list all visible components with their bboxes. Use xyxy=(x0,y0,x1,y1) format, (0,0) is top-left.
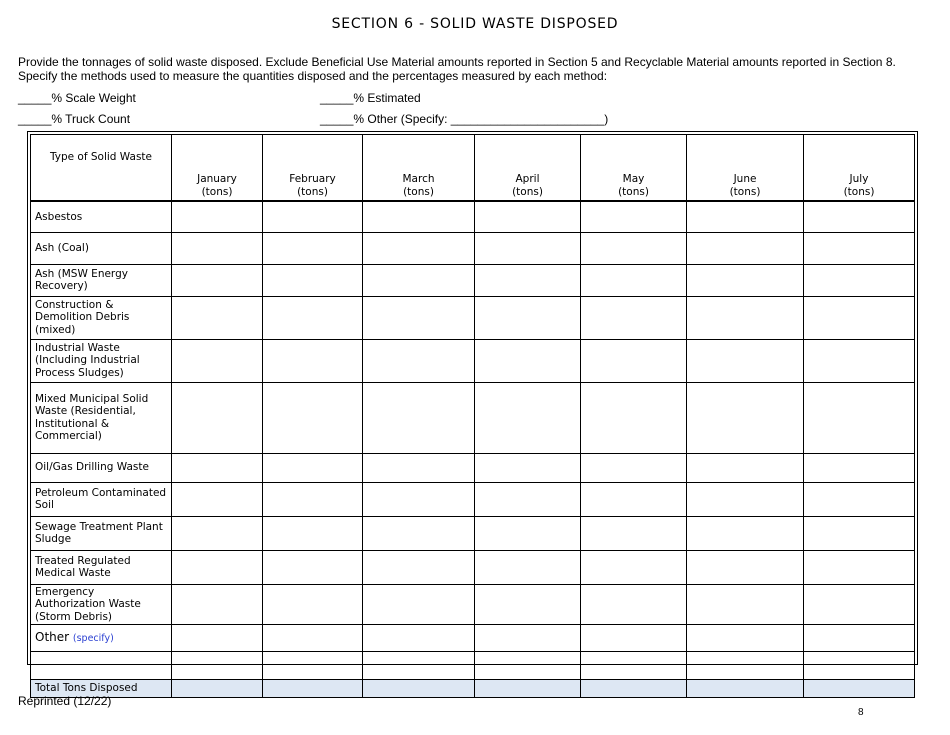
month-name: June xyxy=(733,173,757,185)
waste-type-label: Petroleum Contaminated Soil xyxy=(31,482,172,516)
tonnage-june-cell[interactable] xyxy=(687,550,804,584)
tonnage-april-cell[interactable] xyxy=(475,453,581,482)
tonnage-july-cell[interactable] xyxy=(804,453,915,482)
total-january-cell[interactable] xyxy=(172,680,263,698)
tonnage-july-cell[interactable] xyxy=(804,584,915,625)
month-name: January xyxy=(197,173,237,185)
tonnage-january-cell[interactable] xyxy=(172,453,263,482)
page-number: 8 xyxy=(858,707,864,718)
tonnage-may-cell[interactable] xyxy=(581,232,687,264)
tonnage-march-cell[interactable] xyxy=(363,516,475,550)
tonnage-july-cell[interactable] xyxy=(804,382,915,453)
tonnage-january-cell[interactable] xyxy=(172,339,263,382)
instructions-line-1: Provide the tonnages of solid waste disposed. Exclude Beneficial Use Material amounts reported in Section 5 and Recyclable Material amounts reported in Section 8. xyxy=(18,55,896,69)
blank-july-cell[interactable] xyxy=(804,652,915,680)
tonnage-may-cell[interactable] xyxy=(581,584,687,625)
tonnage-january-cell[interactable] xyxy=(172,382,263,453)
tonnage-july-cell[interactable] xyxy=(804,264,915,296)
tonnage-may-cell[interactable] xyxy=(581,201,687,232)
tonnage-may-cell[interactable] xyxy=(581,264,687,296)
other-june-cell[interactable] xyxy=(687,625,804,652)
tonnage-july-cell[interactable] xyxy=(804,201,915,232)
unit-label: (tons) xyxy=(512,186,543,198)
tonnage-february-cell[interactable] xyxy=(263,264,363,296)
waste-type-label: Construction & Demolition Debris (mixed) xyxy=(31,296,172,339)
instructions-line-2: Specify the methods used to measure the quantities disposed and the percentages measured by each method: xyxy=(18,69,608,83)
waste-type-label: Sewage Treatment Plant Sludge xyxy=(31,516,172,550)
waste-type-label: Ash (MSW Energy Recovery) xyxy=(31,264,172,296)
tonnage-april-cell[interactable] xyxy=(475,482,581,516)
other-january-cell[interactable] xyxy=(172,625,263,652)
total-row xyxy=(31,680,915,698)
tonnage-may-cell[interactable] xyxy=(581,296,687,339)
waste-row xyxy=(31,382,915,453)
tonnage-july-cell[interactable] xyxy=(804,232,915,264)
total-april-cell[interactable] xyxy=(475,680,581,698)
total-february-cell[interactable] xyxy=(263,680,363,698)
waste-row xyxy=(31,264,915,296)
tonnage-march-cell[interactable] xyxy=(363,264,475,296)
tonnage-february-cell[interactable] xyxy=(263,550,363,584)
month-name: March xyxy=(402,173,435,185)
blank-row xyxy=(31,652,915,680)
tonnage-june-cell[interactable] xyxy=(687,339,804,382)
tonnage-april-cell[interactable] xyxy=(475,201,581,232)
tonnage-june-cell[interactable] xyxy=(687,453,804,482)
tonnage-march-cell[interactable] xyxy=(363,550,475,584)
other-april-cell[interactable] xyxy=(475,625,581,652)
waste-row xyxy=(31,453,915,482)
tonnage-march-cell[interactable] xyxy=(363,584,475,625)
tonnage-june-cell[interactable] xyxy=(687,584,804,625)
month-header-january xyxy=(172,135,263,202)
blank-june-cell[interactable] xyxy=(687,652,804,680)
tonnage-may-cell[interactable] xyxy=(581,516,687,550)
tonnage-february-cell[interactable] xyxy=(263,296,363,339)
waste-row xyxy=(31,550,915,584)
unit-label: (tons) xyxy=(201,186,233,198)
tonnage-may-cell[interactable] xyxy=(581,382,687,453)
tonnage-june-cell[interactable] xyxy=(687,382,804,453)
month-header-july xyxy=(804,135,915,202)
unit-label: (tons) xyxy=(618,186,649,198)
blank-february-cell[interactable] xyxy=(263,652,363,680)
method-truck-count[interactable]: _____% Truck Count xyxy=(18,112,131,126)
tonnage-january-cell[interactable] xyxy=(172,232,263,264)
tonnage-march-cell[interactable] xyxy=(363,339,475,382)
tonnage-june-cell[interactable] xyxy=(687,232,804,264)
tonnage-march-cell[interactable] xyxy=(363,453,475,482)
tonnage-may-cell[interactable] xyxy=(581,550,687,584)
instructions xyxy=(18,55,928,83)
tonnage-february-cell[interactable] xyxy=(263,201,363,232)
tonnage-march-cell[interactable] xyxy=(363,382,475,453)
tonnage-january-cell[interactable] xyxy=(172,201,263,232)
tonnage-april-cell[interactable] xyxy=(475,584,581,625)
tonnage-april-cell[interactable] xyxy=(475,232,581,264)
tonnage-february-cell[interactable] xyxy=(263,382,363,453)
tonnage-january-cell[interactable] xyxy=(172,584,263,625)
tonnage-may-cell[interactable] xyxy=(581,339,687,382)
tonnage-may-cell[interactable] xyxy=(581,453,687,482)
total-label: Total Tons Disposed xyxy=(31,680,172,698)
section-title: SECTION 6 - SOLID WASTE DISPOSED xyxy=(331,16,619,32)
waste-type-label: Treated Regulated Medical Waste xyxy=(31,550,172,584)
solid-waste-table xyxy=(30,134,915,698)
tonnage-july-cell[interactable] xyxy=(804,339,915,382)
tonnage-june-cell[interactable] xyxy=(687,296,804,339)
tonnage-february-cell[interactable] xyxy=(263,584,363,625)
tonnage-february-cell[interactable] xyxy=(263,453,363,482)
tonnage-january-cell[interactable] xyxy=(172,516,263,550)
other-february-cell[interactable] xyxy=(263,625,363,652)
unit-label: (tons) xyxy=(843,186,875,198)
tonnage-february-cell[interactable] xyxy=(263,516,363,550)
waste-row xyxy=(31,296,915,339)
waste-row xyxy=(31,584,915,625)
tonnage-january-cell[interactable] xyxy=(172,264,263,296)
waste-type-label: Oil/Gas Drilling Waste xyxy=(31,453,172,482)
month-name: July xyxy=(849,173,869,185)
total-june-cell[interactable] xyxy=(687,680,804,698)
tonnage-march-cell[interactable] xyxy=(363,232,475,264)
waste-type-label: Ash (Coal) xyxy=(31,232,172,264)
specify-hint: (specify) xyxy=(72,632,114,644)
tonnage-april-cell[interactable] xyxy=(475,516,581,550)
waste-row xyxy=(31,232,915,264)
waste-type-label: Industrial Waste (Including Industrial Process Sludges) xyxy=(31,339,172,382)
blank-april-cell[interactable] xyxy=(475,652,581,680)
month-name: February xyxy=(289,173,336,185)
other-july-cell[interactable] xyxy=(804,625,915,652)
tonnage-july-cell[interactable] xyxy=(804,550,915,584)
method-scale-weight[interactable]: _____% Scale Weight xyxy=(18,91,136,105)
total-may-cell[interactable] xyxy=(581,680,687,698)
blank-march-cell[interactable] xyxy=(363,652,475,680)
waste-type-label: Asbestos xyxy=(31,201,172,232)
waste-row xyxy=(31,516,915,550)
method-estimated[interactable]: _____% Estimated xyxy=(320,91,421,105)
blank-type-input[interactable] xyxy=(31,652,172,680)
tonnage-april-cell[interactable] xyxy=(475,339,581,382)
blank-january-cell[interactable] xyxy=(172,652,263,680)
total-july-cell[interactable] xyxy=(804,680,915,698)
tonnage-march-cell[interactable] xyxy=(363,482,475,516)
tonnage-june-cell[interactable] xyxy=(687,201,804,232)
waste-type-label: Mixed Municipal Solid Waste (Residential, Institutional & Commercial) xyxy=(31,382,172,453)
total-march-cell[interactable] xyxy=(363,680,475,698)
month-header-april xyxy=(475,135,581,202)
other-row xyxy=(31,625,915,652)
blank-may-cell[interactable] xyxy=(581,652,687,680)
month-name: May xyxy=(622,173,645,185)
tonnage-february-cell[interactable] xyxy=(263,482,363,516)
tonnage-march-cell[interactable] xyxy=(363,201,475,232)
waste-row xyxy=(31,339,915,382)
waste-type-label: Emergency Authorization Waste (Storm Debris) xyxy=(31,584,172,625)
other-label-cell xyxy=(31,625,172,652)
tonnage-april-cell[interactable] xyxy=(475,550,581,584)
other-may-cell[interactable] xyxy=(581,625,687,652)
tonnage-february-cell[interactable] xyxy=(263,339,363,382)
month-header-may xyxy=(581,135,687,202)
tonnage-may-cell[interactable] xyxy=(581,482,687,516)
month-name: April xyxy=(515,173,540,185)
solid-waste-table-frame xyxy=(27,131,918,695)
unit-label: (tons) xyxy=(297,186,328,198)
month-header-march xyxy=(363,135,475,202)
tonnage-july-cell[interactable] xyxy=(804,516,915,550)
other-label: Other xyxy=(35,629,70,644)
waste-row xyxy=(31,482,915,516)
waste-row xyxy=(31,201,915,232)
unit-label: (tons) xyxy=(403,186,434,198)
tonnage-june-cell[interactable] xyxy=(687,482,804,516)
tonnage-june-cell[interactable] xyxy=(687,516,804,550)
tonnage-january-cell[interactable] xyxy=(172,550,263,584)
tonnage-april-cell[interactable] xyxy=(475,264,581,296)
month-header-february xyxy=(263,135,363,202)
reprinted-date: Reprinted (12/22) xyxy=(18,694,112,708)
method-other[interactable]: _____% Other (Specify: _______________________) xyxy=(320,112,609,126)
header-row xyxy=(31,135,915,202)
month-header-june xyxy=(687,135,804,202)
unit-label: (tons) xyxy=(729,186,761,198)
tonnage-april-cell[interactable] xyxy=(475,382,581,453)
tonnage-april-cell[interactable] xyxy=(475,296,581,339)
tonnage-february-cell[interactable] xyxy=(263,232,363,264)
tonnage-january-cell[interactable] xyxy=(172,482,263,516)
tonnage-january-cell[interactable] xyxy=(172,296,263,339)
other-march-cell[interactable] xyxy=(363,625,475,652)
tonnage-june-cell[interactable] xyxy=(687,264,804,296)
tonnage-july-cell[interactable] xyxy=(804,296,915,339)
type-of-waste-header: Type of Solid Waste xyxy=(31,135,172,202)
tonnage-july-cell[interactable] xyxy=(804,482,915,516)
tonnage-march-cell[interactable] xyxy=(363,296,475,339)
